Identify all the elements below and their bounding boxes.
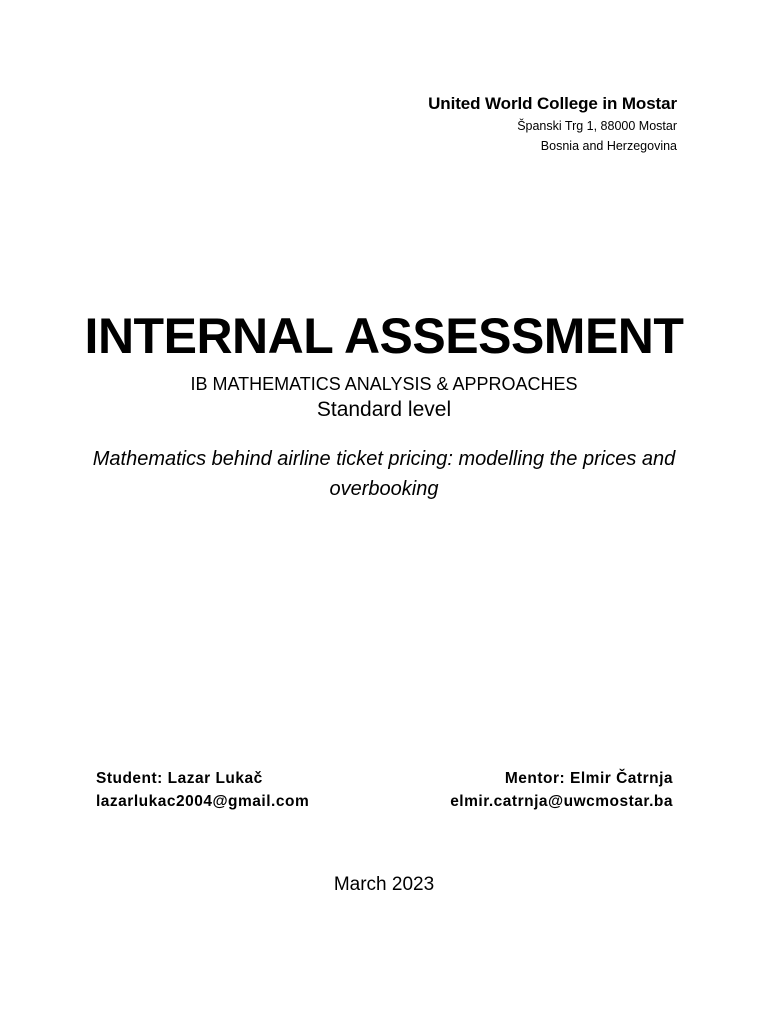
mentor-email: elmir.catrnja@uwcmostar.ba	[450, 793, 673, 810]
institution-address-line2: Bosnia and Herzegovina	[540, 139, 677, 153]
mentor-block	[450, 767, 673, 813]
student-block	[96, 767, 309, 813]
title-block	[0, 304, 768, 504]
people-block	[96, 767, 673, 813]
institution-address-line1: Španski Trg 1, 88000 Mostar	[517, 119, 677, 133]
date: March 2023	[333, 874, 435, 895]
main-title: INTERNAL ASSESSMENT	[84, 308, 684, 364]
subject-title: IB MATHEMATICS ANALYSIS & APPROACHES	[190, 374, 578, 394]
institution-name: United World College in Mostar	[428, 94, 677, 113]
level-title: Standard level	[316, 398, 452, 421]
topic-title: Mathematics behind airline ticket pricing: modelling the prices and overbooking	[92, 448, 676, 500]
institution-block	[428, 92, 677, 156]
student-name: Student: Lazar Lukač	[96, 770, 263, 787]
student-email: lazarlukac2004@gmail.com	[96, 793, 310, 810]
mentor-name: Mentor: Elmir Čatrnja	[504, 770, 673, 787]
